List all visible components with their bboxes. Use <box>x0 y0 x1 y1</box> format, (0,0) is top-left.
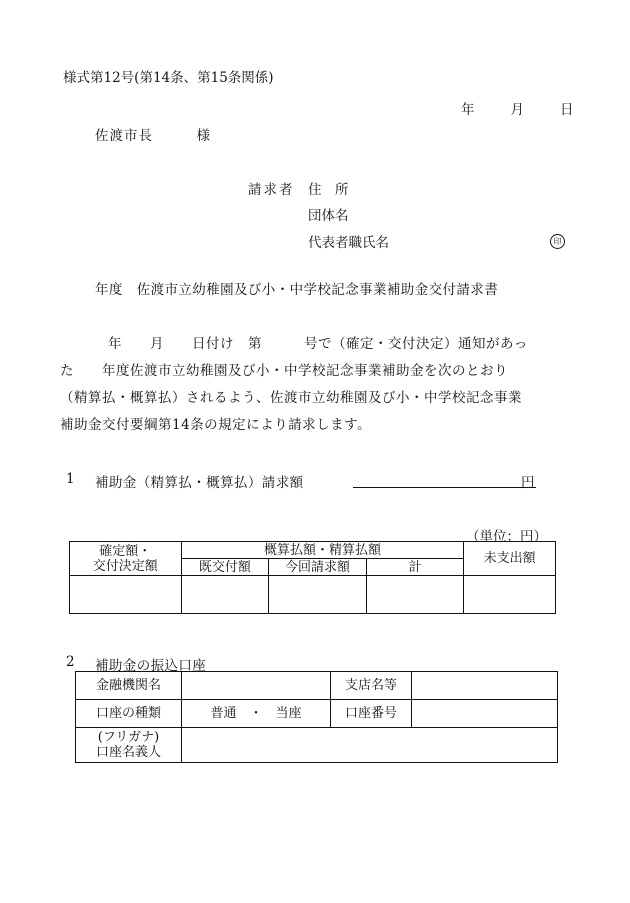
sub-paid-header: 既交付額 <box>181 559 269 576</box>
branch-label: 支店名等 <box>331 672 412 700</box>
requester-label: 請求者 <box>248 182 295 198</box>
amount-unit: 円 <box>521 475 535 491</box>
amount-underline <box>353 487 536 488</box>
body-line: 補助金交付要綱第14条の規定により請求します。 <box>60 417 372 433</box>
sub-total-header: 計 <box>366 559 464 576</box>
address-label: 住 所 <box>308 182 349 198</box>
body-line: 年 月 日付け 第 号で（確定・交付決定）通知があっ <box>108 336 528 352</box>
current-amount-cell[interactable] <box>269 576 367 614</box>
section1-number: 1 <box>66 471 75 487</box>
account-holder-cell[interactable] <box>182 728 558 763</box>
account-number-label: 口座番号 <box>331 700 412 728</box>
body-line: た 年度佐渡市立幼稚園及び小・中学校記念事業補助金を次のとおり <box>60 363 508 379</box>
section2-number: 2 <box>66 654 75 670</box>
body-line: （精算払・概算払）されるよう、佐渡市立幼稚園及び小・中学校記念事業 <box>60 390 522 406</box>
form-number: 様式第12号(第14条、第15条関係) <box>63 70 274 86</box>
account-type-options[interactable]: 普通 ・ 当座 <box>182 700 331 728</box>
addressee: 佐渡市長 様 <box>95 128 211 144</box>
date-line: 年 月 日 <box>461 102 577 118</box>
section2-label: 補助金の振込口座 <box>95 658 207 674</box>
col-unpaid-header: 未支出額 <box>464 542 556 576</box>
bank-name-label: 金融機関名 <box>76 672 182 700</box>
bank-name-cell[interactable] <box>182 672 331 700</box>
paid-amount-cell[interactable] <box>181 576 269 614</box>
bank-account-table <box>75 671 558 763</box>
account-number-cell[interactable] <box>412 700 558 728</box>
sub-current-header: 今回請求額 <box>269 559 367 576</box>
total-amount-cell[interactable] <box>366 576 464 614</box>
account-type-label: 口座の種類 <box>76 700 182 728</box>
group-header: 概算払額・精算払額 <box>181 542 464 559</box>
rep-label: 代表者職氏名 <box>308 235 389 251</box>
org-label: 団体名 <box>308 208 349 224</box>
confirmed-amount-cell[interactable] <box>70 576 182 614</box>
seal-icon: 印 <box>550 234 565 249</box>
account-holder-label: (フリガナ) 口座名義人 <box>76 728 182 763</box>
unpaid-amount-cell[interactable] <box>464 576 556 614</box>
section1-label: 補助金（精算払・概算払）請求額 <box>95 475 304 491</box>
document-title: 年度 佐渡市立幼稚園及び小・中学校記念事業補助金交付請求書 <box>95 282 499 298</box>
amount-table <box>69 541 556 614</box>
col-confirmed-header: 確定額・ 交付決定額 <box>70 542 182 576</box>
seal-mark <box>550 232 565 249</box>
unit-note: （単位：円） <box>466 529 547 545</box>
branch-cell[interactable] <box>412 672 558 700</box>
body-paragraph <box>60 331 570 439</box>
